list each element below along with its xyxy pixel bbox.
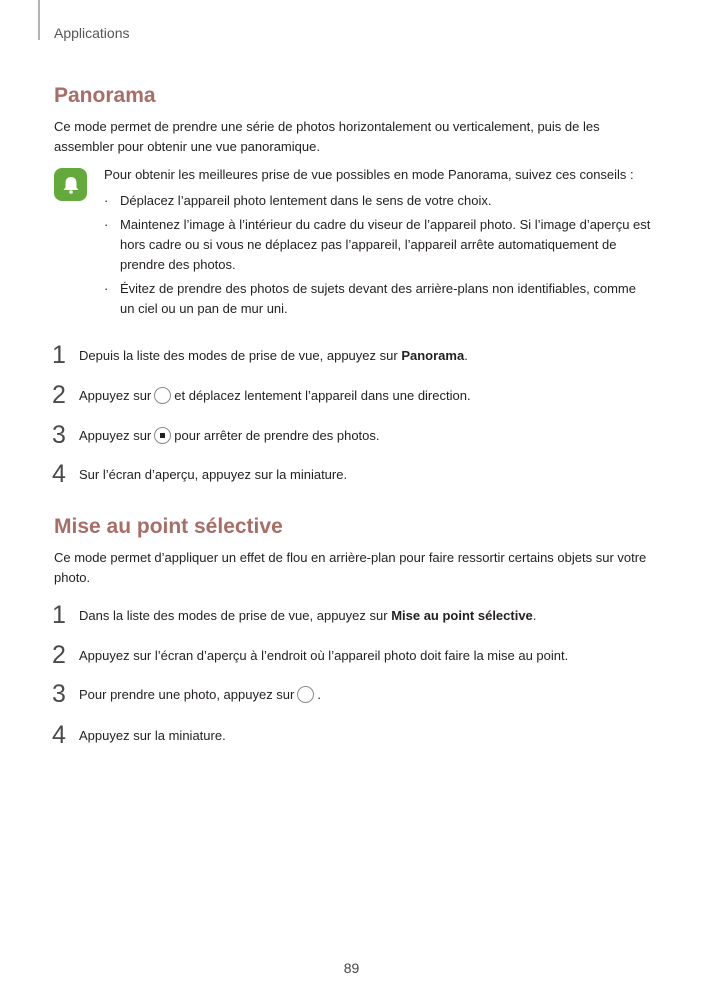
tip-item: · Maintenez l’image à l’intérieur du cadre du viseur de l’appareil photo. Si l’image d’aperçu est hors cadre ou si vous ne déplacez pas l’appareil, l’appareil arrête automatiquement de prendre des photos.	[104, 217, 651, 272]
section-title-selective-focus: Mise au point sélective	[54, 515, 283, 538]
panorama-step-1: 1 Depuis la liste des modes de prise de vue, appuyez sur Panorama .	[52, 341, 468, 369]
bell-icon	[54, 168, 87, 201]
header-rule	[38, 0, 40, 40]
panorama-step-3: 3 Appuyez sur pour arrêter de prendre des photos.	[52, 421, 380, 449]
tip-item: · Déplacez l’appareil photo lentement dans le sens de votre choix.	[104, 193, 492, 208]
selective-step-4: 4 Appuyez sur la miniature.	[52, 721, 226, 749]
tip-intro: Pour obtenir les meilleures prise de vue possibles en mode Panorama, suivez ces conseils :	[104, 167, 634, 182]
stop-button-icon	[154, 427, 171, 444]
section-title-panorama: Panorama	[54, 84, 156, 107]
panorama-step-2: 2 Appuyez sur et déplacez lentement l’appareil dans une direction.	[52, 381, 471, 409]
selective-step-1: 1 Dans la liste des modes de prise de vue, appuyez sur Mise au point sélective .	[52, 601, 537, 629]
chapter-title: Applications	[54, 25, 130, 41]
panorama-step-4: 4 Sur l’écran d’aperçu, appuyez sur la miniature.	[52, 460, 348, 488]
selective-intro: Ce mode permet d’appliquer un effet de flou en arrière-plan pour faire ressortir certains objets sur votre photo.	[54, 550, 647, 585]
page-number: 89	[343, 960, 360, 976]
shutter-button-icon	[297, 686, 314, 703]
shutter-button-icon	[154, 387, 171, 404]
tip-list	[104, 191, 654, 323]
panorama-intro: Ce mode permet de prendre une série de photos horizontalement ou verticalement, puis de les assembler pour obtenir une vue panoramique.	[54, 119, 600, 154]
selective-step-2: 2 Appuyez sur l’écran d’aperçu à l’endroit où l’appareil photo doit faire la mise au point.	[52, 641, 569, 669]
tip-item: · Évitez de prendre des photos de sujets devant des arrière-plans non identifiables, comme un ciel ou un pan de mur uni.	[104, 281, 636, 316]
selective-step-3: 3 Pour prendre une photo, appuyez sur .	[52, 680, 321, 708]
